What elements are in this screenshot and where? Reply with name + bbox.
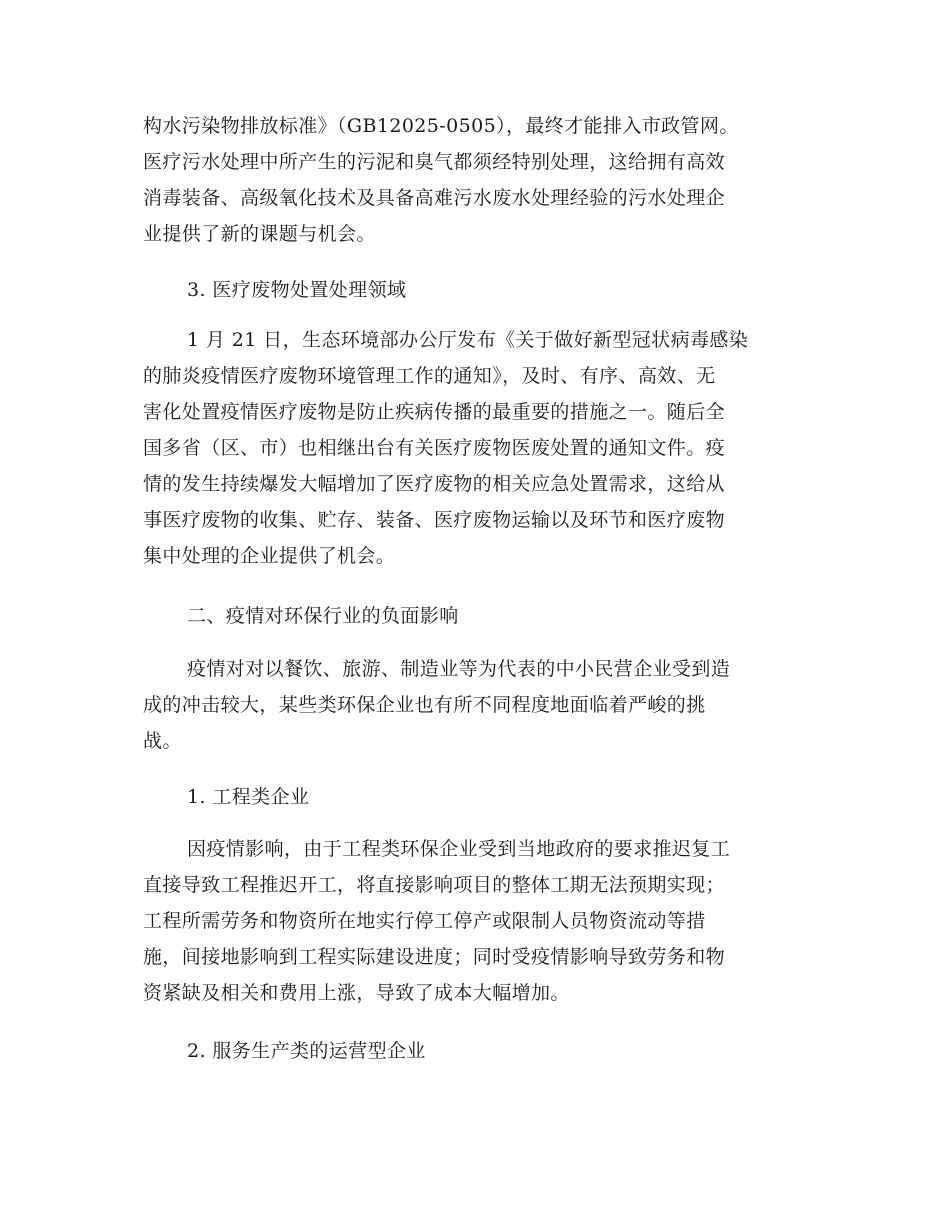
paragraph-engineering bbox=[143, 831, 808, 1011]
paragraph-medical-wastewater-continued bbox=[143, 108, 808, 252]
text-line: 施，间接地影响到工程实际建设进度；同时受疫情影响导致劳务和物 bbox=[143, 946, 726, 968]
text-line: 战。 bbox=[143, 730, 182, 752]
text-line: 成的冲击较大，某些类环保企业也有所不同程度地面临着严峻的挑 bbox=[143, 694, 706, 716]
text-line: 业提供了新的课题与机会。 bbox=[143, 223, 376, 245]
heading-text: 1. 工程类企业 bbox=[187, 786, 310, 808]
section-heading-engineering bbox=[143, 779, 808, 815]
text-line: 直接导致工程推迟开工，将直接影响项目的整体工期无法预期实现； bbox=[143, 874, 726, 896]
text-line: 疫情对对以餐饮、旅游、制造业等为代表的中小民营企业受到造 bbox=[187, 658, 731, 680]
text-line: 构水污染物排放标准》（GB12025-0505），最终才能排入市政管网。 bbox=[143, 115, 739, 137]
text-line: 工程所需劳务和物资所在地实行停工停产或限制人员物资流动等措 bbox=[143, 910, 706, 932]
section-heading-operations bbox=[143, 1033, 808, 1069]
section-heading-medical-waste bbox=[143, 272, 808, 308]
text-line: 国多省（区、市）也相继出台有关医疗废物医废处置的通知文件。疫 bbox=[143, 437, 726, 459]
text-line: 事医疗废物的收集、贮存、装备、医疗废物运输以及环节和医疗废物 bbox=[143, 509, 726, 531]
heading-text: 二、疫情对环保行业的负面影响 bbox=[187, 605, 459, 627]
text-line: 资紧缺及相关和费用上涨，导致了成本大幅增加。 bbox=[143, 982, 570, 1004]
text-line: 1 月 21 日，生态环境部办公厅发布《关于做好新型冠状病毒感染 bbox=[187, 329, 749, 351]
paragraph-medical-waste bbox=[143, 322, 808, 574]
text-line: 害化处置疫情医疗废物是防止疾病传播的最重要的措施之一。随后全 bbox=[143, 401, 726, 423]
text-line: 因疫情影响，由于工程类环保企业受到当地政府的要求推迟复工 bbox=[187, 838, 731, 860]
heading-text: 3. 医疗废物处置处理领域 bbox=[187, 279, 407, 301]
heading-text: 2. 服务生产类的运营型企业 bbox=[187, 1040, 426, 1062]
section-heading-negative-impact bbox=[143, 598, 808, 634]
text-line: 集中处理的企业提供了机会。 bbox=[143, 545, 396, 567]
text-line: 的肺炎疫情医疗废物环境管理工作的通知》，及时、有序、高效、无 bbox=[143, 365, 716, 387]
text-line: 情的发生持续爆发大幅增加了医疗废物的相关应急处置需求，这给从 bbox=[143, 473, 726, 495]
paragraph-negative-impact bbox=[143, 651, 808, 759]
text-line: 医疗污水处理中所产生的污泥和臭气都须经特别处理，这给拥有高效 bbox=[143, 151, 726, 173]
text-line: 消毒装备、高级氧化技术及具备高难污水废水处理经验的污水处理企 bbox=[143, 187, 726, 209]
